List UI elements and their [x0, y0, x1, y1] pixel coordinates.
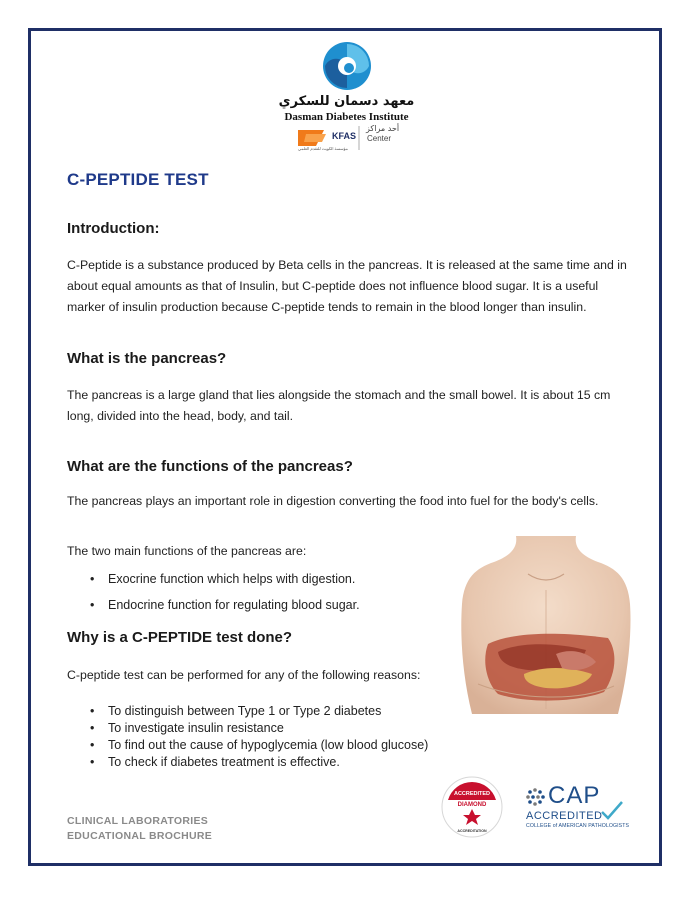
- list-item: • To find out the cause of hypoglycemia (low blood glucose): [67, 737, 447, 754]
- institute-english-name: Dasman Diabetes Institute: [284, 111, 409, 123]
- seal-bottom-text: ACCREDITATION: [457, 829, 487, 833]
- why-list: [67, 703, 447, 771]
- torso-pancreas-illustration: [458, 534, 634, 716]
- institute-logo: [0, 40, 693, 124]
- cap-subtitle: COLLEGE of AMERICAN PATHOLOGISTS: [526, 823, 630, 829]
- kfas-center-arabic: أحد مراكز: [366, 124, 400, 133]
- functions-list-intro: The two main functions of the pancreas are:: [67, 544, 307, 558]
- cap-word: CAP: [548, 782, 601, 809]
- cap-accredited: ACCREDITED: [526, 810, 603, 822]
- seal-mid-text: DIAMOND: [457, 802, 487, 808]
- institute-arabic-name: معهد دسمان للسكري: [278, 94, 415, 109]
- functions-text: The pancreas plays an important role in digestion converting the food into fuel for the body's cells.: [67, 494, 599, 508]
- intro-text: C-Peptide is a substance produced by Beta cells in the pancreas. It is released at the same time and in about equal amounts as that of Insulin, but C-peptide does not influence blood sugar. It is a useful marker of insulin production because C-peptide tends to remain in the blood longer than insulin.: [67, 258, 627, 314]
- list-item: • To check if diabetes treatment is effective.: [67, 754, 447, 771]
- why-heading: Why is a C-PEPTIDE test done?: [67, 629, 293, 646]
- institute-emblem-icon: [321, 40, 373, 92]
- why-text: C-peptide test can be performed for any of the following reasons:: [67, 668, 421, 682]
- footer-line-2: EDUCATIONAL BROCHURE: [67, 830, 213, 842]
- kfas-subtitle: مؤسسة الكويت للتقدم العلمي: [298, 146, 348, 151]
- seal-top-text: ACCREDITED: [453, 791, 491, 797]
- kfas-center-label: Center: [367, 134, 392, 143]
- functions-list: [67, 566, 447, 618]
- kfas-name: KFAS: [332, 131, 357, 141]
- list-item: • To distinguish between Type 1 or Type 2 diabetes: [67, 703, 447, 720]
- footer-line-1: CLINICAL LABORATORIES: [67, 815, 209, 827]
- pancreas-text: The pancreas is a large gland that lies alongside the stomach and the small bowel. It is about 15 cm long, divided into the head, body, and tail.: [67, 388, 611, 423]
- intro-heading: Introduction:: [67, 220, 160, 237]
- accreditation-seal-icon: [441, 776, 503, 838]
- list-item: • Exocrine function which helps with digestion.: [67, 566, 447, 592]
- footer-label: [67, 814, 212, 844]
- list-item: • To investigate insulin resistance: [67, 720, 447, 737]
- pancreas-heading: What is the pancreas?: [67, 350, 227, 367]
- functions-heading: What are the functions of the pancreas?: [67, 458, 353, 475]
- list-item: • Endocrine function for regulating blood sugar.: [67, 592, 447, 618]
- page-title: C-PEPTIDE TEST: [67, 170, 209, 189]
